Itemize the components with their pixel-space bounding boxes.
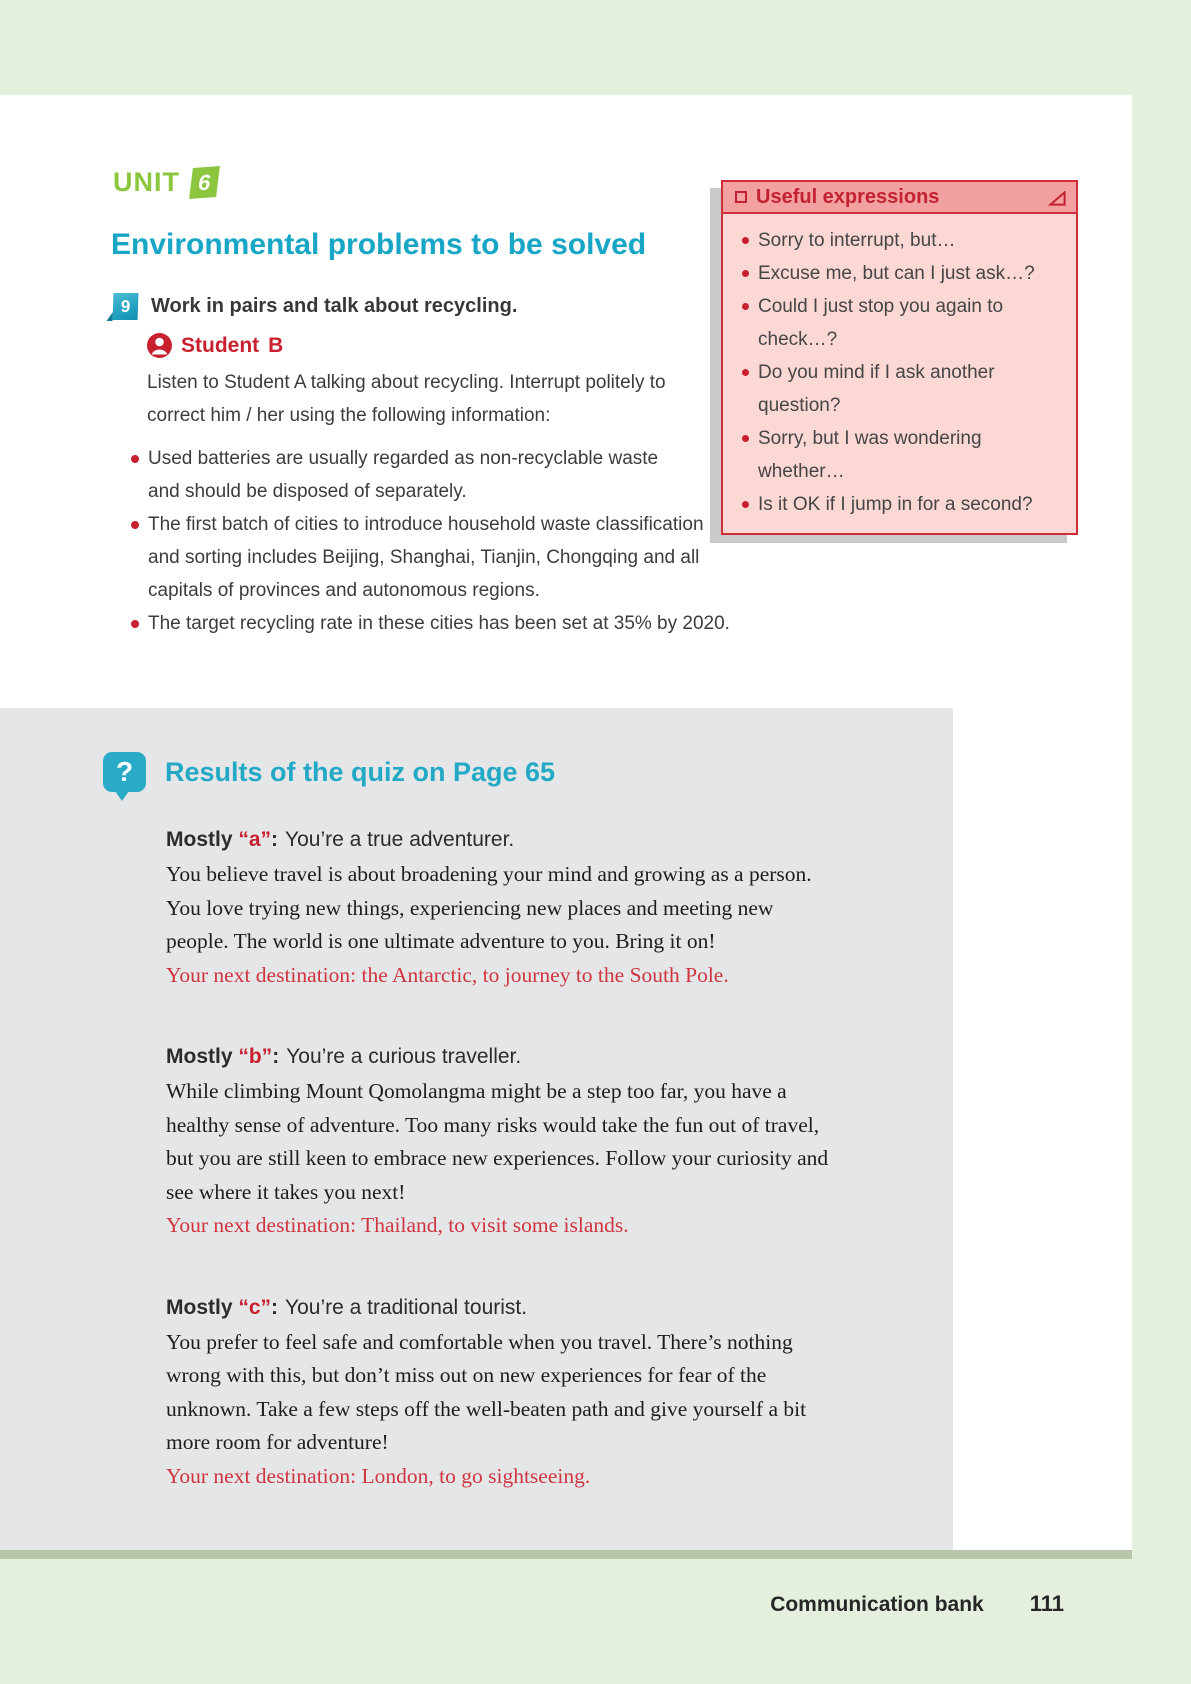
mostly-colon: : xyxy=(271,1295,279,1319)
exercise-instruction: Work in pairs and talk about recycling. xyxy=(151,295,518,317)
expression-item: Sorry, but I was wondering whether… xyxy=(741,422,1050,488)
mostly-letter: “b” xyxy=(238,1045,273,1068)
footer-section-label: Communication bank xyxy=(770,1593,984,1616)
useful-expressions-header xyxy=(723,182,1076,214)
result-type-text: You’re a true adventurer. xyxy=(285,828,515,851)
destination-line: Your next destination: the Antarctic, to journey to the South Pole. xyxy=(166,962,729,987)
quiz-heading: Results of the quiz on Page 65 xyxy=(165,756,556,787)
page-number: 111 xyxy=(1029,1591,1064,1616)
destination-line: Your next destination: London, to go sightseeing. xyxy=(166,1463,591,1488)
result-type-text: You’re a curious traveller. xyxy=(286,1045,522,1068)
recycling-fact-item: The target recycling rate in these cities has been set at 35% by 2020. xyxy=(131,607,753,640)
student-person-icon xyxy=(147,333,172,358)
quiz-result-title xyxy=(166,828,953,852)
useful-expressions-title: Useful expressions xyxy=(756,185,940,208)
mostly-label: Mostly xyxy=(166,1295,233,1319)
checkbox-icon xyxy=(735,191,747,203)
unit-header xyxy=(113,167,218,198)
student-letter: B xyxy=(268,333,284,357)
mostly-colon: : xyxy=(272,1045,280,1068)
quiz-result-block-a xyxy=(166,828,953,992)
page-title: Environmental problems to be solved xyxy=(111,228,647,261)
expression-item: Is it OK if I jump in for a second? xyxy=(741,488,1050,521)
student-row xyxy=(147,333,753,358)
triangle-icon xyxy=(1048,191,1066,206)
quiz-result-title xyxy=(166,1045,953,1069)
unit-number-badge xyxy=(189,166,220,199)
quiz-result-body: You believe travel is about broadening your mind and growing as a person. You love trying new things, experiencing new places and meeting new people. The world is one ultimate adventure to you. Bring it on! xyxy=(166,862,812,953)
recycling-facts-list xyxy=(131,442,753,640)
mostly-label: Mostly xyxy=(166,828,233,851)
unit-number: 6 xyxy=(198,169,211,195)
page-footer xyxy=(770,1591,1064,1617)
quiz-result-block-b xyxy=(166,1045,953,1243)
quiz-result-block-c xyxy=(166,1296,953,1494)
exercise-number-badge: 9 xyxy=(113,293,139,320)
useful-expressions-box xyxy=(721,180,1078,535)
quiz-results-panel xyxy=(0,708,953,1550)
question-bubble-icon: ? xyxy=(103,752,146,792)
exercise-block xyxy=(113,293,753,640)
mostly-colon: : xyxy=(271,828,279,851)
exercise-instruction-row xyxy=(113,293,753,320)
quiz-result-body: You prefer to feel safe and comfortable when you travel. There’s nothing wrong with this, but don’t miss out on new experiences for fear of the unknown. Take a few steps off the well-beaten path and give yourself a bit more room for adventure! xyxy=(166,1329,807,1454)
recycling-fact-item: Used batteries are usually regarded as non-recyclable waste and should be disposed of separately. xyxy=(131,442,683,508)
quiz-result-body: While climbing Mount Qomolangma might be a step too far, you have a healthy sense of adventure. Too many risks would take the fun out of travel, but you are still keen to embrace new experiences. Follow your curiosity and see where it takes you next! xyxy=(166,1079,829,1204)
mostly-letter: “a” xyxy=(238,828,272,851)
result-type-text: You’re a traditional tourist. xyxy=(285,1295,528,1319)
unit-label: UNIT xyxy=(113,167,180,197)
destination-line: Your next destination: Thailand, to visit some islands. xyxy=(166,1213,629,1237)
mostly-label: Mostly xyxy=(166,1045,233,1068)
page-sheet xyxy=(0,95,1132,1550)
quiz-result-title xyxy=(166,1296,953,1320)
expression-item: Do you mind if I ask another question? xyxy=(741,356,1050,422)
useful-expressions-list xyxy=(723,214,1076,533)
quiz-heading-row xyxy=(103,752,953,792)
expression-item: Sorry to interrupt, but… xyxy=(741,224,1050,257)
mostly-letter: “c” xyxy=(238,1295,272,1319)
exercise-intro: Listen to Student A talking about recycling. Interrupt politely to correct him / her using the following information: xyxy=(147,372,666,426)
quiz-body xyxy=(166,828,953,1493)
recycling-fact-item: The first batch of cities to introduce household waste classification and sorting includes Beijing, Shanghai, Tianjin, Chongqing and all capitals of provinces and autonomous regions. xyxy=(131,508,708,607)
expression-item: Could I just stop you again to check…? xyxy=(741,290,1050,356)
student-label: Student xyxy=(181,333,260,357)
expression-item: Excuse me, but can I just ask…? xyxy=(741,257,1050,290)
